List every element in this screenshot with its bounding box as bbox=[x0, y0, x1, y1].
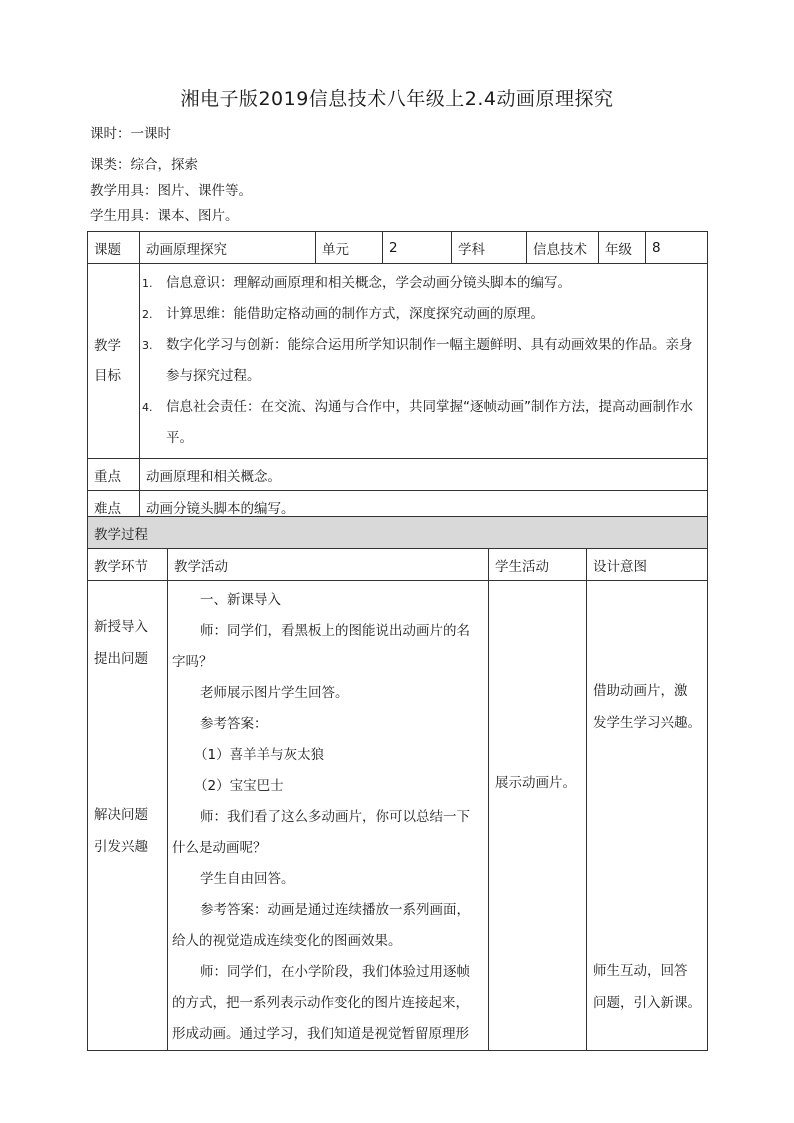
stage-2-line2: 引发兴趣 bbox=[94, 839, 148, 855]
objective-number: 1. bbox=[142, 277, 153, 290]
subject-label: 学科 bbox=[452, 232, 527, 264]
lesson-info-table bbox=[87, 231, 708, 523]
stage-cell bbox=[88, 581, 168, 1051]
activity-paragraph: 师：同学们，看黑板上的图能说出动画片的名字吗？ bbox=[172, 623, 470, 670]
objective-text: 计算思维：能借助定格动画的制作方式，深度探究动画的原理。 bbox=[166, 306, 544, 322]
activity-paragraph: 老师展示图片学生回答。 bbox=[200, 685, 349, 701]
stage-1-line1: 新授导入 bbox=[94, 619, 148, 635]
activity-paragraph: 参考答案：动画是通过连续播放一系列画面，给人的视觉造成连续变化的图画效果。 bbox=[172, 902, 470, 949]
class-type: 课类：综合，探索 bbox=[90, 157, 198, 173]
objectives-row bbox=[88, 264, 708, 459]
activity-heading: 一、新课导入 bbox=[200, 592, 281, 608]
objective-item bbox=[140, 299, 701, 330]
header-student: 学生活动 bbox=[489, 549, 587, 581]
unit-value: 2 bbox=[383, 232, 452, 264]
activity-paragraph: 师：同学们，在小学阶段，我们体验过用逐帧的方式，把一系列表示动作变化的图片连接起来，形成动画。通过学习，我们知道是视觉暂留原理形 bbox=[172, 964, 470, 1042]
objective-item bbox=[140, 268, 701, 299]
student-activity-cell bbox=[489, 581, 587, 1051]
activity-paragraph: 学生自由回答。 bbox=[200, 871, 295, 887]
objective-text: 信息意识：理解动画原理和相关概念，学会动画分镜头脚本的编写。 bbox=[166, 275, 571, 291]
objectives-label-line1: 教学 bbox=[94, 338, 121, 354]
objectives-label-line2: 目标 bbox=[94, 368, 121, 384]
process-section-title: 教学过程 bbox=[88, 517, 708, 549]
objectives-list bbox=[140, 268, 701, 454]
teaching-process-table bbox=[87, 516, 708, 1051]
objective-text: 数字化学习与创新：能综合运用所学知识制作一幅主题鲜明、具有动画效果的作品。亲身参与探究过程。 bbox=[166, 337, 693, 384]
grade-label: 年级 bbox=[599, 232, 646, 264]
subject-value: 信息技术 bbox=[527, 232, 599, 264]
objective-text: 信息社会责任：在交流、沟通与合作中，共同掌握“逐帧动画”制作方法，提高动画制作水平。 bbox=[166, 399, 693, 446]
class-period: 课时：一课时 bbox=[90, 126, 171, 142]
teacher-tools: 教学用具：图片、课件等。 bbox=[90, 183, 252, 199]
objective-item bbox=[140, 392, 701, 454]
student-activity-text: 展示动画片。 bbox=[495, 775, 576, 791]
design-intent-2-line2: 问题，引入新课。 bbox=[593, 995, 701, 1011]
stage-2-line1: 解决问题 bbox=[94, 807, 148, 823]
process-section-row bbox=[88, 517, 708, 549]
info-row bbox=[88, 232, 708, 264]
header-design: 设计意图 bbox=[587, 549, 708, 581]
objective-number: 3. bbox=[142, 339, 153, 352]
document-title: 湘电子版2019信息技术八年级上2.4动画原理探究 bbox=[180, 88, 614, 110]
objective-number: 2. bbox=[142, 308, 153, 321]
difficulty-label: 难点 bbox=[88, 491, 140, 523]
topic-value: 动画原理探究 bbox=[140, 232, 316, 264]
key-point-label: 重点 bbox=[88, 459, 140, 491]
key-point-row bbox=[88, 459, 708, 491]
activity-cell bbox=[168, 581, 489, 1051]
objectives-label bbox=[88, 264, 140, 459]
objective-item bbox=[140, 330, 701, 392]
grade-value: 8 bbox=[646, 232, 708, 264]
activity-paragraph: 参考答案： bbox=[200, 716, 268, 732]
design-intent-1-line2: 发学生学习兴趣。 bbox=[593, 715, 701, 731]
design-intent-cell bbox=[587, 581, 708, 1051]
process-body-row bbox=[88, 581, 708, 1051]
difficulty-value: 动画分镜头脚本的编写。 bbox=[140, 491, 708, 523]
topic-label: 课题 bbox=[88, 232, 140, 264]
process-header-row bbox=[88, 549, 708, 581]
design-intent-2-line1: 师生互动，回答 bbox=[593, 963, 688, 979]
stage-1-line2: 提出问题 bbox=[94, 651, 148, 667]
header-stage: 教学环节 bbox=[88, 549, 168, 581]
header-activity: 教学活动 bbox=[168, 549, 489, 581]
unit-label: 单元 bbox=[316, 232, 383, 264]
activity-answer: （2）宝宝巴士 bbox=[194, 778, 284, 794]
objective-number: 4. bbox=[142, 401, 153, 414]
objectives-cell bbox=[140, 264, 708, 459]
key-point-value: 动画原理和相关概念。 bbox=[140, 459, 708, 491]
student-tools: 学生用具：课本、图片。 bbox=[90, 208, 239, 224]
activity-paragraph: 师：我们看了这么多动画片，你可以总结一下什么是动画呢？ bbox=[172, 809, 470, 856]
design-intent-1-line1: 借助动画片，激 bbox=[593, 683, 688, 699]
activity-answer: （1）喜羊羊与灰太狼 bbox=[194, 747, 325, 763]
